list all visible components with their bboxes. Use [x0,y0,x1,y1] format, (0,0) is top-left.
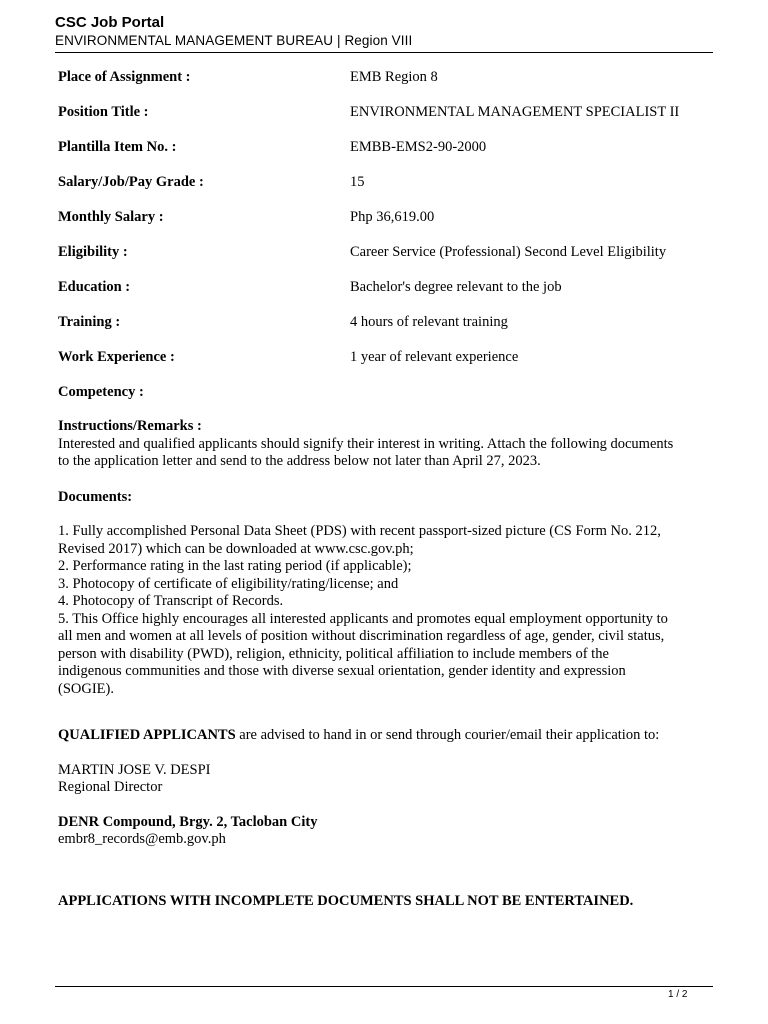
field-value: Bachelor's degree relevant to the job [350,279,562,295]
documents-line: 2. Performance rating in the last rating period (if applicable); [58,558,412,574]
job-details [58,68,713,418]
documents-line: 5. This Office highly encourages all interested applicants and promotes equal employment opportunity to [58,610,668,627]
field-value: 4 hours of relevant training [350,314,508,330]
contact-name: MARTIN JOSE V. DESPI [58,761,211,778]
field-position-title [58,103,713,138]
field-value: Career Service (Professional) Second Level Eligibility [350,244,667,260]
footer-divider [55,986,713,987]
field-label: Place of Assignment : [58,69,191,85]
documents-line: (SOGIE). [58,680,114,697]
field-work-experience [58,348,713,383]
header-divider [55,52,713,53]
page-number: 1 / 2 [668,989,688,1000]
field-value: EMB Region 8 [350,69,438,85]
field-training [58,313,713,348]
qualified-applicants-label: QUALIFIED APPLICANTS [58,727,236,743]
field-salary-grade [58,173,713,208]
agency-subtitle: ENVIRONMENTAL MANAGEMENT BUREAU | Region VIII [55,33,413,48]
instructions-line: to the application letter and send to the address below not later than April 27, 2023. [58,453,541,469]
contact-address: DENR Compound, Brgy. 2, Tacloban City [58,813,318,830]
field-value: EMBB-EMS2-90-2000 [350,139,487,155]
field-competency [58,383,713,418]
field-plantilla-item [58,138,713,173]
field-label: Monthly Salary : [58,209,164,225]
documents-heading: Documents: [58,488,133,505]
field-value: Php 36,619.00 [350,209,435,225]
field-value: 15 [350,174,365,190]
instructions-heading: Instructions/Remarks : [58,418,202,434]
field-label: Position Title : [58,104,149,120]
instructions-line: Interested and qualified applicants should signify their interest in writing. Attach the following documents [58,435,674,452]
field-monthly-salary [58,208,713,243]
documents-line: 4. Photocopy of Transcript of Records. [58,593,284,609]
qualified-applicants-text: are advised to hand in or send through courier/email their application to: [235,727,660,743]
incomplete-documents-notice: APPLICATIONS WITH INCOMPLETE DOCUMENTS SHALL NOT BE ENTERTAINED. [58,892,634,909]
field-label: Salary/Job/Pay Grade : [58,174,204,190]
field-education [58,278,713,313]
documents-line: all men and women at all levels of position without discrimination regardless of age, gender, civil status, [58,628,665,644]
field-label: Eligibility : [58,244,128,260]
documents-line: indigenous communities and those with diverse sexual orientation, gender identity and expression [58,663,626,679]
field-label: Training : [58,314,121,330]
portal-title: CSC Job Portal [55,14,165,31]
documents-line: person with disability (PWD), religion, ethnicity, political affiliation to include members of the [58,645,609,662]
documents-line: 3. Photocopy of certificate of eligibility/rating/license; and [58,575,399,592]
qualified-applicants-note [58,727,718,745]
field-value: ENVIRONMENTAL MANAGEMENT SPECIALIST II [350,104,680,120]
field-label: Plantilla Item No. : [58,139,177,155]
field-place-of-assignment [58,68,713,103]
page-header [55,14,713,49]
documents-line: 1. Fully accomplished Personal Data Sheet (PDS) with recent passport-sized picture (CS Form No. 212, [58,523,661,539]
field-label: Work Experience : [58,349,175,365]
field-value: 1 year of relevant experience [350,349,519,365]
contact-role: Regional Director [58,779,163,795]
document-body [58,418,718,910]
field-label: Competency : [58,384,144,400]
documents-line: Revised 2017) which can be downloaded at www.csc.gov.ph; [58,540,414,557]
field-eligibility [58,243,713,278]
contact-email: embr8_records@emb.gov.ph [58,831,226,847]
field-label: Education : [58,279,131,295]
